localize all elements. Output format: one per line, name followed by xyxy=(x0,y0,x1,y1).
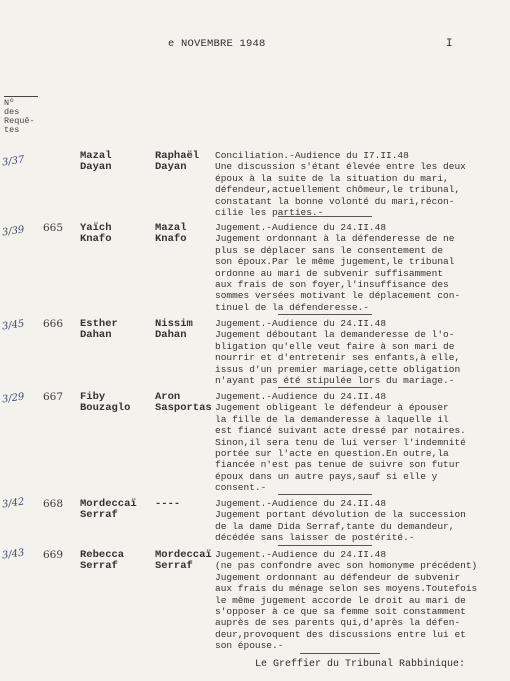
handwritten-ref: 3/29 xyxy=(1,391,26,406)
party-defendant: Mordeccaï Serraf xyxy=(155,549,212,572)
entry-line: Conciliation.-Audience du I7.II.48 xyxy=(215,150,409,161)
party-defendant: ---- xyxy=(155,498,181,510)
entry-line: fiancée n'est pas tenue de suivre son futur xyxy=(215,459,461,471)
entry-text xyxy=(215,318,507,386)
party-defendant: Aron Sasportas xyxy=(155,391,212,414)
entry-line: Jugement.-Audience du 24.II.48 xyxy=(215,318,387,329)
entry-line: son épouse.- xyxy=(215,640,284,652)
entry-text xyxy=(215,549,507,652)
entry-text xyxy=(215,498,507,544)
handwritten-ref: 3/42 xyxy=(1,496,26,511)
entry-line: Sinon,il sera tenu de lui verser l'indemnité xyxy=(215,436,466,448)
entry-number: 669 xyxy=(43,549,64,561)
entry-line: consent.- xyxy=(215,482,267,494)
entry-line: son époux.Par le même jugement,le tribunal xyxy=(215,256,455,268)
entry-line: la fille de la demanderesse à laquelle il xyxy=(215,413,449,425)
handwritten-ref: 3/45 xyxy=(1,318,26,333)
entry-line: Jugement.-Audience du 24.II.48 xyxy=(215,498,387,509)
entry-separator xyxy=(278,494,372,495)
entry-line: auprès de ses parents qui,d'après la défen- xyxy=(215,617,461,629)
handwritten-ref: 3/43 xyxy=(1,547,26,562)
party-defendant: Mazal Knafo xyxy=(155,222,187,245)
entry-line: s'opposer à ce que sa femme soit constamment xyxy=(215,606,466,618)
party-plaintiff: Esther Dahan xyxy=(80,318,118,341)
entry-separator xyxy=(300,653,380,654)
entry-line: plus se déplacer sans le consentement de xyxy=(215,244,444,256)
entry-line: le même jugement accorde le droit au mari de xyxy=(215,594,466,606)
party-plaintiff: Yaïch Knafo xyxy=(80,222,112,245)
party-defendant: Nissim Dahan xyxy=(155,318,193,341)
party-plaintiff: Rebecca Serraf xyxy=(80,549,125,572)
entry-text xyxy=(215,391,507,494)
entry-line: de la dame Dida Serraf,tante du demandeur, xyxy=(215,520,455,532)
header-date: e NOVEMBRE 1948 xyxy=(168,38,266,50)
entry-line: tinuel de la défenderesse.- xyxy=(215,301,369,313)
entry-separator xyxy=(278,545,372,546)
entry-line: constatant la bonne volonté du mari,récon- xyxy=(215,195,455,207)
entry-line: Jugement ordonnant au défendeur de subvenir xyxy=(215,571,461,583)
entry-text xyxy=(215,222,507,313)
entry-line: aux frais du ménage selon ses moyens.Toutefois xyxy=(215,583,478,595)
entry-line: (ne pas confondre avec son homonyme précédent) xyxy=(215,560,478,572)
entry-line: ordonne au mari de subvenir suffisamment xyxy=(215,267,444,279)
party-plaintiff: Fiby Bouzaglo xyxy=(80,391,131,414)
party-plaintiff: Mazal Dayan xyxy=(80,150,112,173)
entry-number: 666 xyxy=(43,318,64,330)
entry-line: Jugement.-Audience du 24.II.48 xyxy=(215,222,387,233)
entry-line: portée sur l'acte en question.En outre,la xyxy=(215,448,449,460)
entry-line: bligation qu'elle veut faire à son mari de xyxy=(215,340,455,352)
entry-line: décédée sans laisser de postérité.- xyxy=(215,532,415,544)
entry-line: époux à la suite de la situation du mari, xyxy=(215,172,449,184)
entry-number: 665 xyxy=(43,222,64,234)
entry-line: Jugement ordonnant à la défenderesse de ne xyxy=(215,233,455,245)
entry-line: sommes versées motivant le déplacement con- xyxy=(215,290,461,302)
entry-line: Jugement portant dévolution de la succession xyxy=(215,509,466,521)
column-label-requetes: Nº des Requê- tes xyxy=(4,98,35,135)
entry-separator xyxy=(278,216,372,217)
handwritten-ref: 3/39 xyxy=(1,224,26,239)
entry-line: issus d'un premier mariage,cette obligation xyxy=(215,363,461,375)
signature-line: Le Greffier du Tribunal Rabbinique: xyxy=(255,659,466,670)
column-label-rule xyxy=(4,96,38,97)
handwritten-ref: 3/37 xyxy=(1,154,26,169)
entry-line: Jugement obligeant le défendeur à épouser xyxy=(215,402,449,414)
entry-line: époux dans un autre pays,sauf si elle y xyxy=(215,470,438,482)
entry-line: cilie les parties.- xyxy=(215,207,324,219)
entry-separator xyxy=(278,387,372,388)
entry-text xyxy=(215,150,507,218)
entry-line: n'ayant pas été stipulée lors du mariage.- xyxy=(215,375,455,387)
entry-line: deur,provoquent des discussions entre lui et xyxy=(215,628,466,640)
entry-line: aux frais de son foyer,l'insuffisance des xyxy=(215,279,449,291)
entry-line: Jugement.-Audience du 24.II.48 xyxy=(215,391,387,402)
party-defendant: Raphaël Dayan xyxy=(155,150,200,173)
entry-line: Jugement déboutant la demanderesse de l'o- xyxy=(215,329,455,341)
entry-number: 667 xyxy=(43,391,64,403)
entry-line: défendeur,actuellement chômeur,le tribunal, xyxy=(215,184,461,196)
entry-line: nourrir et d'entretenir ses enfants,à elle, xyxy=(215,352,461,364)
entry-line: Une discussion s'étant élevée entre les deux xyxy=(215,161,466,173)
entry-separator xyxy=(278,314,372,315)
entry-line: Jugement.-Audience du 24.II.48 xyxy=(215,549,387,560)
entry-number: 668 xyxy=(43,498,64,510)
party-plaintiff: Mordeccaï Serraf xyxy=(80,498,137,521)
entry-line: est fiancé suivant acte dressé par notaires. xyxy=(215,425,466,437)
page-number: I xyxy=(446,38,453,50)
